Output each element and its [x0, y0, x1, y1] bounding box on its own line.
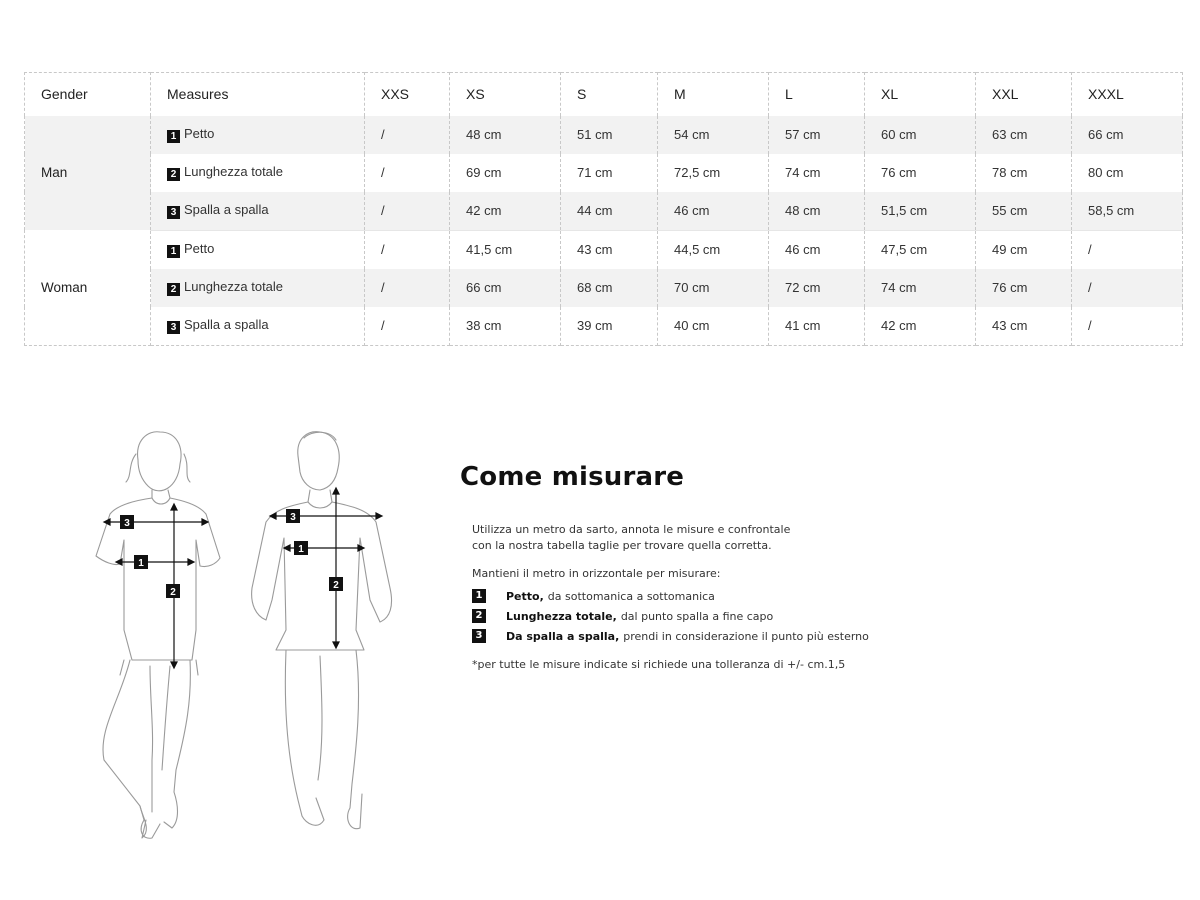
size-value-cell: 42 cm	[865, 307, 976, 345]
measure-number-badge: 1	[167, 245, 180, 258]
step-title: Petto,	[506, 589, 544, 603]
size-value-cell: 76 cm	[865, 154, 976, 192]
table-header-row	[25, 73, 1183, 116]
size-value-cell: 69 cm	[450, 154, 561, 192]
size-value-cell: 60 cm	[865, 116, 976, 154]
gender-cell: Man	[25, 116, 151, 231]
size-value-cell: /	[1072, 307, 1183, 345]
size-table	[24, 72, 1183, 346]
measure-label: Lunghezza totale	[184, 164, 284, 180]
size-value-cell: 58,5 cm	[1072, 192, 1183, 230]
header-xxl: XXL	[976, 73, 1072, 116]
howto-step	[472, 586, 1020, 606]
step-number-badge: 2	[472, 609, 486, 623]
howto-step	[472, 626, 1020, 646]
header-xxs: XXS	[365, 73, 450, 116]
table-row	[25, 154, 1183, 192]
header-xs: XS	[450, 73, 561, 116]
size-value-cell: 41 cm	[769, 307, 865, 345]
measure-label: Petto	[184, 126, 215, 142]
size-value-cell: 41,5 cm	[450, 230, 561, 268]
howto-steps	[472, 586, 1020, 646]
header-l: L	[769, 73, 865, 116]
size-value-cell: 71 cm	[561, 154, 658, 192]
size-value-cell: 46 cm	[658, 192, 769, 230]
size-value-cell: 54 cm	[658, 116, 769, 154]
measure-cell	[151, 269, 365, 307]
size-value-cell: /	[365, 192, 450, 230]
size-value-cell: 48 cm	[450, 116, 561, 154]
figure-badge-2-man-label: 2	[333, 580, 339, 591]
howto-intro	[472, 522, 832, 553]
header-s: S	[561, 73, 658, 116]
size-value-cell: 66 cm	[1072, 116, 1183, 154]
woman-figure	[96, 432, 220, 839]
size-value-cell: 78 cm	[976, 154, 1072, 192]
measure-label: Lunghezza totale	[184, 279, 284, 295]
table-row	[25, 116, 1183, 154]
size-value-cell: 47,5 cm	[865, 230, 976, 268]
header-m: M	[658, 73, 769, 116]
size-value-cell: 40 cm	[658, 307, 769, 345]
size-value-cell: 72 cm	[769, 269, 865, 307]
measure-cell	[151, 230, 365, 268]
howto-lead: Mantieni il metro in orizzontale per misurare:	[472, 567, 721, 580]
step-title: Lunghezza totale,	[506, 609, 617, 623]
size-value-cell: 42 cm	[450, 192, 561, 230]
size-value-cell: 44,5 cm	[658, 230, 769, 268]
header-xl: XL	[865, 73, 976, 116]
gender-cell: Woman	[25, 230, 151, 345]
size-value-cell: /	[365, 116, 450, 154]
header-measures: Measures	[151, 73, 365, 116]
size-value-cell: 55 cm	[976, 192, 1072, 230]
header-gender: Gender	[25, 73, 151, 116]
size-value-cell: /	[365, 269, 450, 307]
measure-cell	[151, 116, 365, 154]
measure-number-badge: 3	[167, 321, 180, 334]
size-value-cell: 63 cm	[976, 116, 1072, 154]
step-text: da sottomanica a sottomanica	[547, 589, 715, 603]
measure-label: Spalla a spalla	[184, 202, 269, 218]
header-xxxl: XXXL	[1072, 73, 1183, 116]
measure-number-badge: 2	[167, 168, 180, 181]
size-value-cell: 68 cm	[561, 269, 658, 307]
size-value-cell: 74 cm	[769, 154, 865, 192]
size-value-cell: 70 cm	[658, 269, 769, 307]
size-value-cell: 80 cm	[1072, 154, 1183, 192]
measure-cell	[151, 154, 365, 192]
measure-cell	[151, 307, 365, 345]
how-to-measure-section	[460, 462, 1020, 671]
howto-step	[472, 606, 1020, 626]
size-value-cell: /	[1072, 269, 1183, 307]
step-number-badge: 3	[472, 629, 486, 643]
man-figure	[252, 432, 392, 829]
measure-number-badge: 2	[167, 283, 180, 296]
measuring-figures-illustration	[80, 420, 420, 860]
figure-badge-1-woman-label: 1	[138, 558, 144, 569]
tolerance-note: *per tutte le misure indicate si richiede una tolleranza di +/- cm.1,5	[472, 658, 846, 671]
size-value-cell: 74 cm	[865, 269, 976, 307]
table-row	[25, 192, 1183, 230]
size-value-cell: 72,5 cm	[658, 154, 769, 192]
size-value-cell: 38 cm	[450, 307, 561, 345]
size-value-cell: 46 cm	[769, 230, 865, 268]
size-value-cell: 51 cm	[561, 116, 658, 154]
figure-badge-3-woman-label: 3	[124, 518, 130, 529]
figure-badge-3-man-label: 3	[290, 512, 296, 523]
size-value-cell: 48 cm	[769, 192, 865, 230]
size-value-cell: 66 cm	[450, 269, 561, 307]
measure-label: Spalla a spalla	[184, 317, 269, 333]
table-row	[25, 307, 1183, 345]
size-value-cell: 43 cm	[976, 307, 1072, 345]
howto-title: Come misurare	[460, 462, 685, 492]
size-value-cell: 57 cm	[769, 116, 865, 154]
step-text: dal punto spalla a fine capo	[620, 609, 774, 623]
figure-badge-2-woman-label: 2	[170, 587, 176, 598]
howto-intro-line-2: con la nostra tabella taglie per trovare quella corretta.	[472, 538, 772, 552]
size-value-cell: /	[365, 230, 450, 268]
table-row	[25, 269, 1183, 307]
size-value-cell: 49 cm	[976, 230, 1072, 268]
measure-label: Petto	[184, 241, 215, 257]
howto-intro-line-1: Utilizza un metro da sarto, annota le misure e confrontale	[472, 523, 791, 536]
size-value-cell: 51,5 cm	[865, 192, 976, 230]
size-value-cell: /	[1072, 230, 1183, 268]
step-title: Da spalla a spalla,	[506, 629, 620, 643]
table-row	[25, 230, 1183, 268]
size-value-cell: /	[365, 154, 450, 192]
measure-cell	[151, 192, 365, 230]
measure-number-badge: 3	[167, 206, 180, 219]
figure-badge-1-man-label: 1	[298, 544, 304, 555]
measure-number-badge: 1	[167, 130, 180, 143]
size-value-cell: 44 cm	[561, 192, 658, 230]
size-value-cell: 43 cm	[561, 230, 658, 268]
step-number-badge: 1	[472, 589, 486, 603]
size-value-cell: 76 cm	[976, 269, 1072, 307]
size-value-cell: /	[365, 307, 450, 345]
size-value-cell: 39 cm	[561, 307, 658, 345]
step-text: prendi in considerazione il punto più esterno	[623, 629, 869, 643]
